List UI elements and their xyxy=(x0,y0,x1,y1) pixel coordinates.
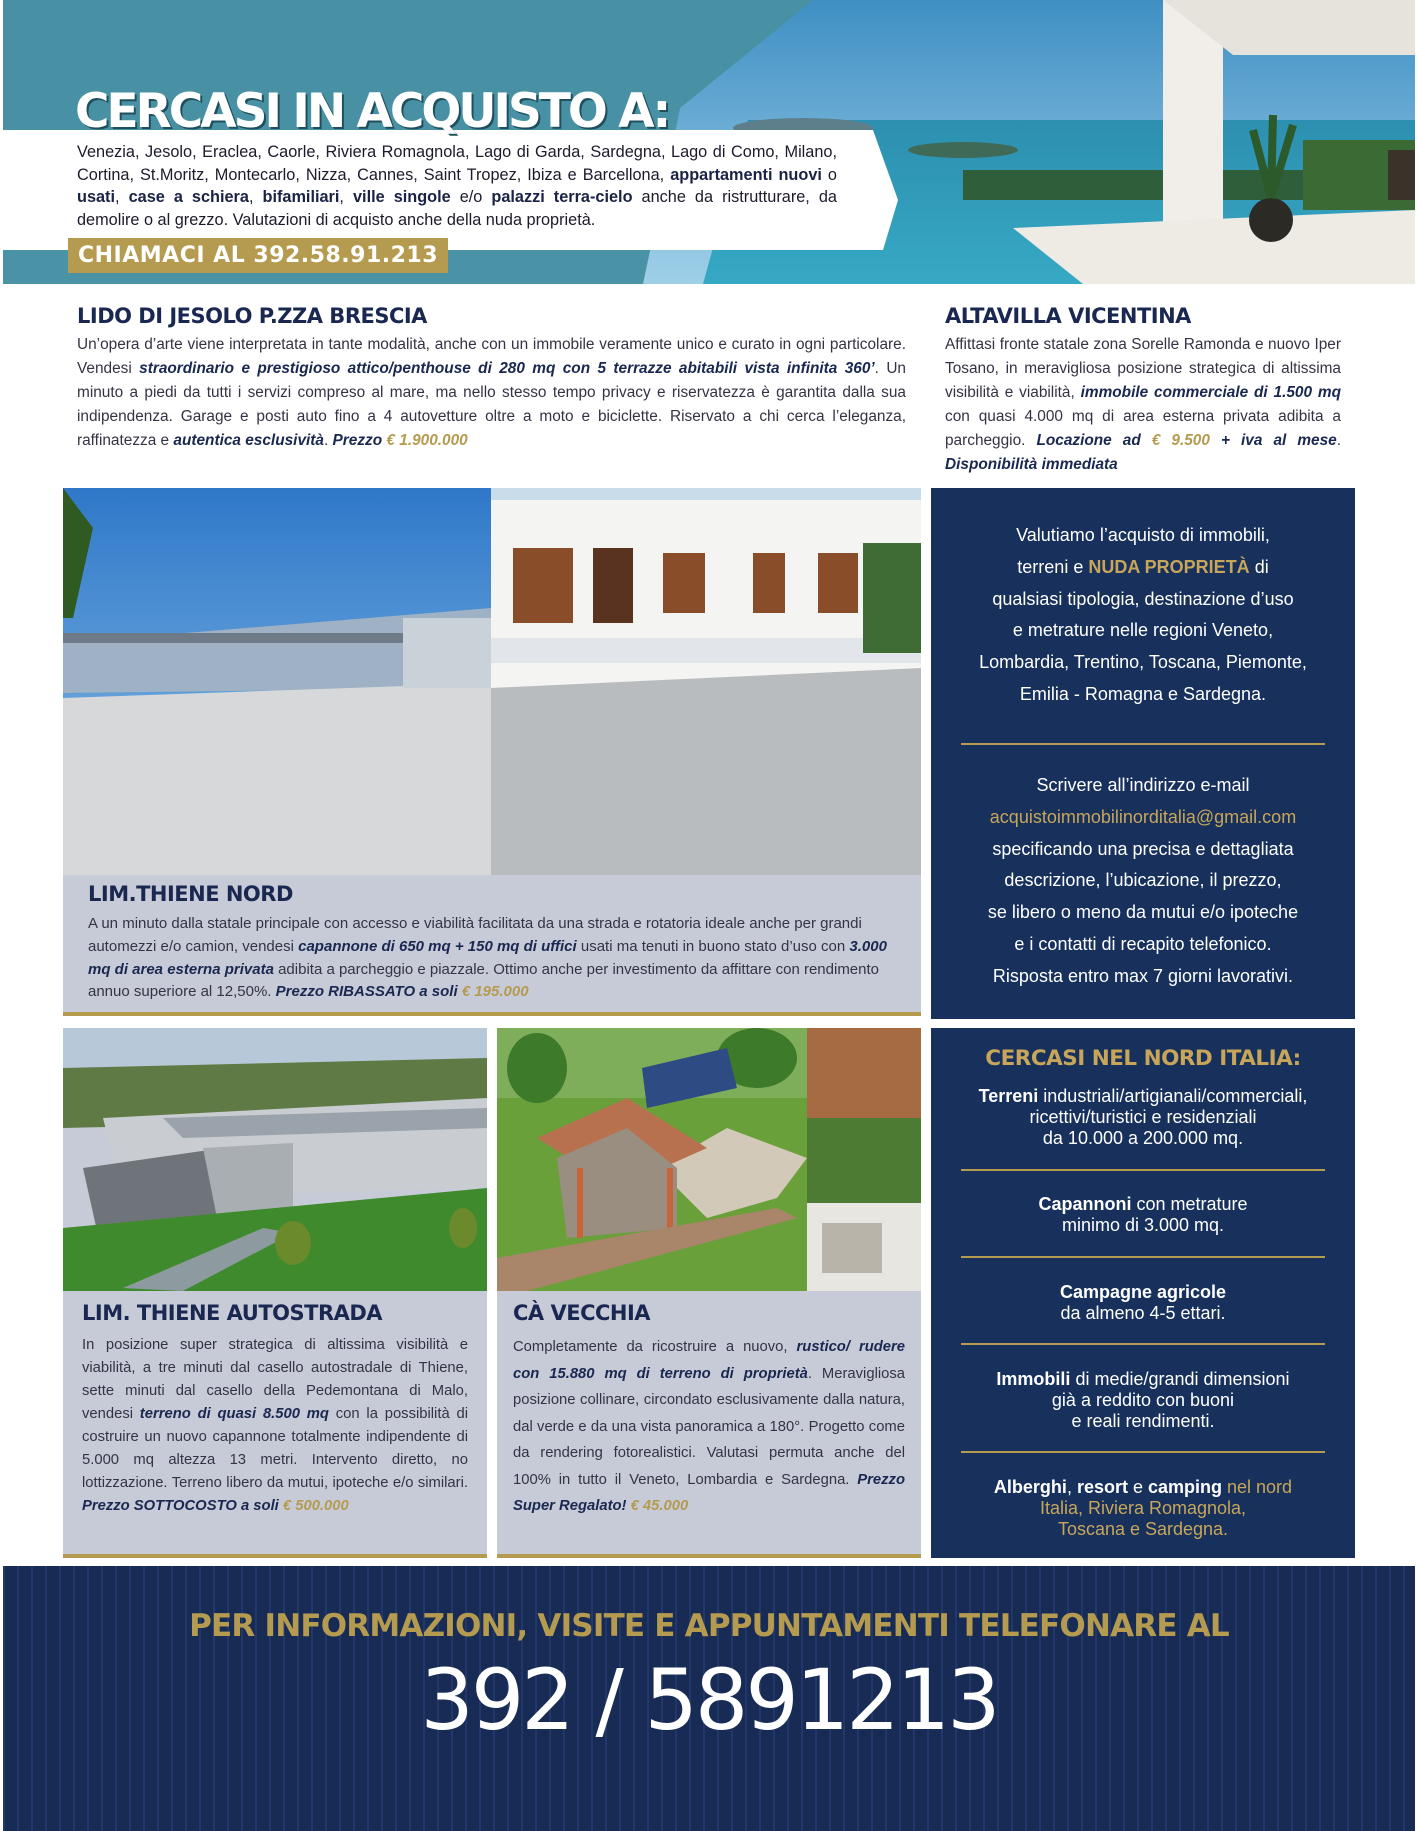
listing-gold-line xyxy=(63,1012,921,1016)
wanted-title: CERCASI NEL NORD ITALIA: xyxy=(985,1046,1301,1071)
email-link[interactable]: acquistoimmobilinorditalia@gmail.com xyxy=(989,806,1297,827)
listing-title-ca-vecchia: CÀ VECCHIA xyxy=(513,1301,651,1325)
industrial-building-photo xyxy=(63,1028,487,1291)
listing-gold-line xyxy=(497,1554,921,1558)
footer-banner xyxy=(3,1566,1415,1831)
wanted-item-terreni: Terreni industriali/artigianali/commerciali, ricettivi/turistici e residenziali da 10.000 a 200.000 mq. xyxy=(978,1086,1308,1148)
wanted-item-capannoni: Capannoni con metrature minimo di 3.000 mq. xyxy=(1038,1194,1248,1235)
header-title: CERCASI IN ACQUISTO A: xyxy=(75,84,669,139)
panel-divider xyxy=(961,743,1325,745)
price-thiene-nord: € 195.000 xyxy=(461,983,529,1001)
price-altavilla: € 9.500 xyxy=(1151,432,1210,449)
panel-divider xyxy=(961,1256,1325,1258)
warehouse-photo xyxy=(63,488,921,875)
listing-text-lido: Un’opera d’arte viene interpretata in tante modalità, anche con un immobile veramente unico e curato in ogni particolare. Vendesi straordinario e prestigioso attico/penthouse di 280 mq con 5 terrazze abitabili vista infinita 360’. Un minuto a piedi da tutti i servizi compreso al mare, ma nello stesso tempo privacy e riservatezza è garantita dalla sua indipendenza. Garage e posti auto fino a 4 autovetture oltre a moto e biciclette. Riservato a chi cerca l’eleganza, raffinatezza e autentica esclusività. Prezzo € 1.900.000 xyxy=(77,336,906,449)
wanted-item-alberghi: Alberghi, resort e camping nel nord Italia, Riviera Romagnola, Toscana e Sardegna. xyxy=(993,1477,1293,1539)
listing-gold-line xyxy=(63,1554,487,1558)
panel-divider xyxy=(961,1169,1325,1171)
wanted-panel xyxy=(931,1028,1355,1558)
listing-title-thiene-nord: LIM.THIENE NORD xyxy=(88,882,293,906)
price-thiene-autostrada: € 500.000 xyxy=(282,1498,349,1514)
listing-text-ca-vecchia: Completamente da ricostruire a nuovo, rustico/ rudere con 15.880 mq di terreno di proprietà. Meravigliosa posizione collinare, circondato esclusivamente dalla natura, dal verde e da una vista panoramica a 180°. Progetto come da rendering fotorealistici. Valutasi permuta anche del 100% in tutto il Veneto, Lombardia e Sardegna. Prezzo Super Regalato! € 45.000 xyxy=(513,1339,906,1514)
header-description: Venezia, Jesolo, Eraclea, Caorle, Riviera Romagnola, Lago di Garda, Sardegna, Lago di Como, Milano, Cortina, St.Moritz, Montecarlo, Nizza, Cannes, Saint Tropez, Ibiza e Barcellona, appartamenti nuovi o usati, case a schiera, bifamiliari, ville singole e/o palazzi terra-cielo anche da ristrutturare, da demolire o al grezzo. Valutazioni di acquisto anche della nuda proprietà. xyxy=(77,143,837,229)
panel-divider xyxy=(961,1343,1325,1345)
listing-text-thiene-autostrada: In posizione super strategica di altissima visibilità e viabilità, a tre minuti dal casello autostradale di Thiene, sette minuti dal casello della Pedemontana di Malo, vendesi terreno di quasi 8.500 mq con la possibilità di costruire un nuovo capannone totalmente indipendente di 5.000 mq altezza 13 metri. Intervento diretto, no lottizzazione. Terreno libero da mutui, ipoteche e/o similari. Prezzo SOTTOCOSTO a soli € 500.000 xyxy=(82,1337,468,1514)
call-button[interactable]: CHIAMACI AL 392.58.91.213 xyxy=(68,238,448,273)
price-ca-vecchia: € 45.000 xyxy=(630,1498,689,1514)
valuation-panel: Valutiamo l’acquisto di immobili, terreni e NUDA PROPRIETÀ di qualsiasi tipologia, destinazione d’uso e metrature nelle regioni Veneto, Lombardia, Trentino, Toscana, Piemonte, Emilia - Romagna e Sardegna. Scrivere all’indirizzo e-mail acquistoimmobilinorditalia@gmail.com specificando una precisa e dettagliata descrizione, l’ubicazione, il prezzo, se libero o meno da mutui e/o ipoteche e i contatti di recapito telefonico. Risposta entro max 7 giorni lavorativi. xyxy=(931,488,1355,1019)
listing-title-lido: LIDO DI JESOLO P.ZZA BRESCIA xyxy=(77,304,427,328)
listing-title-thiene-autostrada: LIM. THIENE AUTOSTRADA xyxy=(82,1301,383,1325)
panel-divider xyxy=(961,1451,1325,1453)
price-lido: € 1.900.000 xyxy=(386,432,468,449)
footer-label: PER INFORMAZIONI, VISITE E APPUNTAMENTI TELEFONARE AL xyxy=(189,1608,1229,1644)
wanted-item-immobili: Immobili di medie/grandi dimensioni già a reddito con buoni e reali rendimenti. xyxy=(996,1369,1290,1431)
listing-text-altavilla: Affittasi fronte statale zona Sorelle Ramonda e nuovo Iper Tosano, in meravigliosa posizione strategica di altissima visibilità e viabilità, immobile commerciale di 1.500 mq con quasi 4.000 mq di area esterna privata adibita a parcheggio. Locazione ad € 9.500 + iva al mese. Disponibilità immediata xyxy=(945,336,1341,473)
listing-text-thiene-nord: A un minuto dalla statale principale con accesso e viabilità facilitata da una strada e rotatoria ideale anche per grandi automezzi e/o camion, vendesi capannone di 650 mq + 150 mq di uffici usati ma tenuti in buono stato d’uso con 3.000 mq di area esterna privata adibita a parcheggio e piazzale. Ottimo anche per investimento da affittare con rendimento annuo superiore al 12,50%. Prezzo RIBASSATO a soli € 195.000 xyxy=(88,915,887,1001)
wanted-item-campagne: Campagne agricole da almeno 4-5 ettari. xyxy=(1059,1282,1227,1323)
rendering-house-photo xyxy=(497,1028,921,1291)
listing-title-altavilla: ALTAVILLA VICENTINA xyxy=(945,304,1191,328)
footer-phone-number[interactable]: 392 / 5891213 xyxy=(420,1651,998,1749)
